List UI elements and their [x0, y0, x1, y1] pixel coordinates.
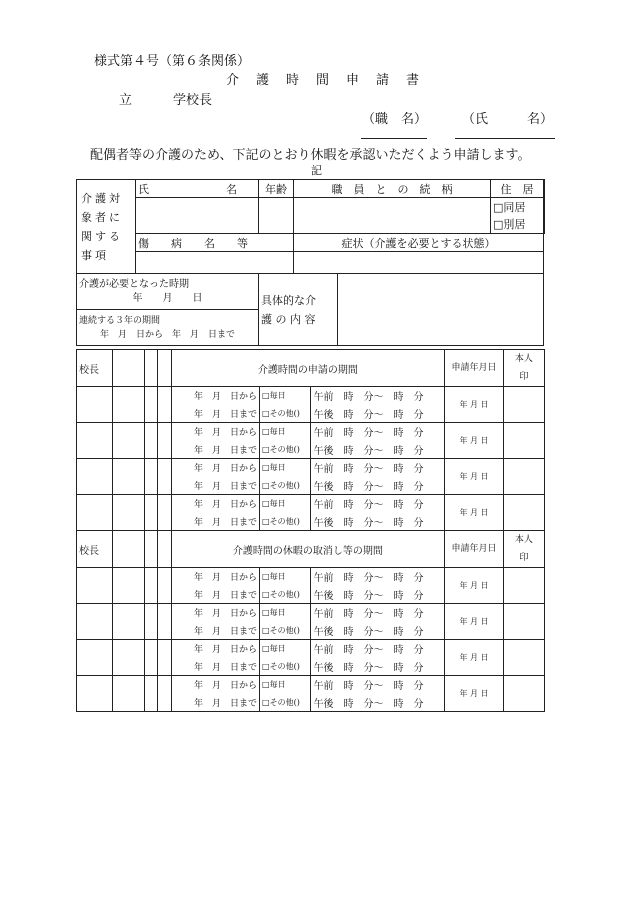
apply-entry-3-stamp-2[interactable] [113, 459, 145, 495]
age-cell[interactable] [259, 198, 294, 234]
care-needed-time-label: 介護が必要となった時期 [79, 278, 189, 290]
cancel-entry-3-until-date[interactable]: 年 月 日まで [171, 658, 259, 676]
cancel-entry-2-stamp-1[interactable] [77, 604, 113, 640]
apply-entry-4-am-time[interactable]: 午前 時 分～ 時 分 [311, 495, 445, 513]
home-care-option[interactable] [544, 216, 545, 234]
apply-entry-3-am-time[interactable]: 午前 時 分～ 時 分 [311, 459, 445, 477]
cancel-entry-3-stamp-2[interactable] [113, 640, 145, 676]
apply-entry-1-from-date[interactable]: 年 月 日から [171, 387, 259, 405]
cancel-entry-2-stamp-2[interactable] [113, 604, 145, 640]
cancel-approver-cell-1[interactable] [113, 531, 145, 568]
apply-seal-header: 本人印 [503, 350, 544, 387]
cancel-entry-4-pm-time[interactable]: 午後 時 分～ 時 分 [311, 694, 445, 712]
apply-entry-2-stamp-3[interactable] [144, 423, 157, 459]
apply-entry-2-daily-checkbox[interactable]: □毎日 [260, 423, 311, 441]
care-section-label [77, 180, 136, 274]
cancel-entry-2-stamp-3[interactable] [144, 604, 157, 640]
apply-approver-cell-3[interactable] [158, 350, 171, 387]
apply-entry-2-from-date[interactable]: 年 月 日から [171, 423, 259, 441]
apply-entry-2-other-checkbox[interactable]: □その他() [260, 441, 311, 459]
cancel-entry-1-stamp-3[interactable] [144, 568, 157, 604]
cancel-entry-2-seal-cell[interactable] [503, 604, 544, 640]
disease-cell[interactable] [136, 252, 294, 274]
cancel-entry-1-from-date[interactable]: 年 月 日から [171, 568, 259, 586]
apply-entry-2-stamp-4[interactable] [158, 423, 171, 459]
cancel-entry-2-other-checkbox[interactable]: □その他() [260, 622, 311, 640]
cancel-entry-3-apply-date[interactable]: 年 月 日 [445, 640, 504, 676]
cancel-entry-2-until-date[interactable]: 年 月 日まで [171, 622, 259, 640]
separate-residence-checkbox[interactable]: □別居 [491, 216, 544, 234]
cancel-entry-3-stamp-1[interactable] [77, 640, 113, 676]
apply-approver-cell-2[interactable] [144, 350, 157, 387]
cancel-entry-1-apply-date[interactable]: 年 月 日 [445, 568, 504, 604]
apply-entry-2-apply-date[interactable]: 年 月 日 [445, 423, 504, 459]
cancel-approver-cell-3[interactable] [158, 531, 171, 568]
name-header: 氏 名 [136, 180, 259, 198]
form-number: 様式第４号（第６条関係） [94, 54, 251, 69]
cancel-entry-4-stamp-1[interactable] [77, 676, 113, 712]
age-header: 年齢 [259, 180, 294, 198]
apply-entry-3-stamp-3[interactable] [144, 459, 157, 495]
apply-date-header: 申請年月日 [445, 350, 504, 387]
apply-entry-3-pm-time[interactable]: 午後 時 分～ 時 分 [311, 477, 445, 495]
apply-entry-1-daily-checkbox[interactable]: □毎日 [260, 387, 311, 405]
apply-entry-2-stamp-1[interactable] [77, 423, 113, 459]
cancel-period-header: 介護時間の休暇の取消し等の期間 [171, 531, 445, 568]
name-underline [455, 138, 555, 139]
apply-entry-4-apply-date[interactable]: 年 月 日 [445, 495, 504, 531]
ki-label: 記 [311, 164, 322, 177]
apply-principal-cell: 校長 [77, 350, 113, 387]
cancel-entry-2-daily-checkbox[interactable]: □毎日 [260, 604, 311, 622]
cancel-seal-header: 本人印 [503, 531, 544, 568]
inpatient-option[interactable] [544, 198, 545, 216]
care-section-text: 介護対象者に関する事項 [81, 191, 123, 262]
apply-entry-1-am-time[interactable]: 午前 時 分～ 時 分 [311, 387, 445, 405]
apply-entry-3-from-date[interactable]: 年 月 日から [171, 459, 259, 477]
three-year-period: 年 月 日から 年 月 日まで [99, 329, 235, 340]
relation-cell[interactable] [294, 198, 491, 234]
three-year-period-cell[interactable] [77, 310, 259, 346]
cancel-entry-4-stamp-4[interactable] [158, 676, 171, 712]
apply-approver-cell-1[interactable] [113, 350, 145, 387]
apply-entry-1-other-checkbox[interactable]: □その他() [260, 405, 311, 423]
apply-entry-2-am-time[interactable]: 午前 時 分～ 時 分 [311, 423, 445, 441]
apply-entry-4-stamp-2[interactable] [113, 495, 145, 531]
apply-entry-3-other-checkbox[interactable]: □その他() [260, 477, 311, 495]
care-content-label [259, 274, 338, 346]
apply-entry-4-stamp-3[interactable] [144, 495, 157, 531]
cancel-entry-3-pm-time[interactable]: 午後 時 分～ 時 分 [311, 658, 445, 676]
apply-entry-4-until-date[interactable]: 年 月 日まで [171, 513, 259, 531]
apply-entry-1-stamp-3[interactable] [144, 387, 157, 423]
cancel-entry-4-from-date[interactable]: 年 月 日から [171, 676, 259, 694]
apply-entry-3-seal-cell[interactable] [503, 459, 544, 495]
apply-period-header: 介護時間の申請の期間 [171, 350, 445, 387]
apply-entry-1-stamp-4[interactable] [158, 387, 171, 423]
principal-addressee: 学校長 [173, 93, 213, 108]
apply-entry-1-pm-time[interactable]: 午後 時 分～ 時 分 [311, 405, 445, 423]
treatment-header [544, 180, 545, 198]
apply-entry-2-until-date[interactable]: 年 月 日まで [171, 441, 259, 459]
apply-entry-2-pm-time[interactable]: 午後 時 分～ 時 分 [311, 441, 445, 459]
name-cell[interactable] [136, 198, 259, 234]
cancel-entry-4-seal-cell[interactable] [503, 676, 544, 712]
symptom-header: 症状（介護を必要とする状態） [294, 234, 544, 252]
apply-entry-4-stamp-4[interactable] [158, 495, 171, 531]
cancel-entry-4-daily-checkbox[interactable]: □毎日 [260, 676, 311, 694]
apply-entry-3-stamp-4[interactable] [158, 459, 171, 495]
cancel-entry-1-seal-cell[interactable] [503, 568, 544, 604]
cancel-entry-1-stamp-4[interactable] [158, 568, 171, 604]
cancel-entry-1-until-date[interactable]: 年 月 日まで [171, 586, 259, 604]
cancel-entry-3-other-checkbox[interactable]: □その他() [260, 658, 311, 676]
cancel-entry-2-from-date[interactable]: 年 月 日から [171, 604, 259, 622]
care-content-cell[interactable] [338, 274, 544, 346]
apply-entry-1-apply-date[interactable]: 年 月 日 [445, 387, 504, 423]
cancel-entry-4-stamp-3[interactable] [144, 676, 157, 712]
apply-entry-4-daily-checkbox[interactable]: □毎日 [260, 495, 311, 513]
cancel-approver-cell-2[interactable] [144, 531, 157, 568]
cancel-entry-1-stamp-1[interactable] [77, 568, 113, 604]
cancel-entry-2-am-time[interactable]: 午前 時 分～ 時 分 [311, 604, 445, 622]
apply-entry-4-stamp-1[interactable] [77, 495, 113, 531]
page-title: 介 護 時 間 申 請 書 [226, 73, 422, 88]
care-needed-time-cell[interactable] [77, 274, 259, 310]
cancel-entry-1-daily-checkbox[interactable]: □毎日 [260, 568, 311, 586]
cancel-entry-1-other-checkbox[interactable]: □その他() [260, 586, 311, 604]
apply-entry-2-stamp-2[interactable] [113, 423, 145, 459]
cancel-entry-4-stamp-2[interactable] [113, 676, 145, 712]
cancel-entry-1-pm-time[interactable]: 午後 時 分～ 時 分 [311, 586, 445, 604]
cancel-entry-4-until-date[interactable]: 年 月 日まで [171, 694, 259, 712]
cancel-entry-2-stamp-4[interactable] [158, 604, 171, 640]
apply-entry-4-seal-cell[interactable] [503, 495, 544, 531]
apply-entry-3-stamp-1[interactable] [77, 459, 113, 495]
residence-header: 住 居 [491, 180, 544, 198]
apply-entry-2-seal-cell[interactable] [503, 423, 544, 459]
cancel-entry-3-stamp-4[interactable] [158, 640, 171, 676]
cancel-date-header: 申請年月日 [445, 531, 504, 568]
apply-entry-1-until-date[interactable]: 年 月 日まで [171, 405, 259, 423]
cancel-entry-1-stamp-2[interactable] [113, 568, 145, 604]
cancel-entry-2-pm-time[interactable]: 午後 時 分～ 時 分 [311, 622, 445, 640]
apply-entry-3-until-date[interactable]: 年 月 日まで [171, 477, 259, 495]
applicant-name-label: （氏 名） [462, 112, 554, 127]
apply-entry-4-from-date[interactable]: 年 月 日から [171, 495, 259, 513]
cancel-entry-4-other-checkbox[interactable]: □その他() [260, 694, 311, 712]
job-title-underline [361, 138, 427, 139]
care-target-table [76, 179, 545, 346]
relation-header: 職 員 と の 続 柄 [294, 180, 491, 198]
cancel-entry-4-apply-date[interactable]: 年 月 日 [445, 676, 504, 712]
apply-entry-4-pm-time[interactable]: 午後 時 分～ 時 分 [311, 513, 445, 531]
apply-entry-1-stamp-1[interactable] [77, 387, 113, 423]
apply-entry-3-daily-checkbox[interactable]: □毎日 [260, 459, 311, 477]
cancel-entry-3-am-time[interactable]: 午前 時 分～ 時 分 [311, 640, 445, 658]
care-period-table [76, 349, 545, 712]
cancel-entry-3-seal-cell[interactable] [503, 640, 544, 676]
apply-entry-1-stamp-2[interactable] [113, 387, 145, 423]
request-statement: 配偶者等の介護のため、下記のとおり休暇を承認いただくよう申請します。 [90, 148, 531, 163]
care-content-line2: 護 の 内 容 [261, 312, 316, 326]
apply-entry-1-seal-cell[interactable] [503, 387, 544, 423]
cancel-entry-3-daily-checkbox[interactable]: □毎日 [260, 640, 311, 658]
care-content-line1: 具体的な介 [261, 293, 316, 307]
apply-entry-4-other-checkbox[interactable]: □その他() [260, 513, 311, 531]
apply-entry-3-apply-date[interactable]: 年 月 日 [445, 459, 504, 495]
care-needed-date: 年 月 日 [132, 292, 203, 304]
disease-header: 傷 病 名 等 [136, 234, 294, 252]
cancel-entry-3-from-date[interactable]: 年 月 日から [171, 640, 259, 658]
cancel-entry-2-apply-date[interactable]: 年 月 日 [445, 604, 504, 640]
cancel-entry-4-am-time[interactable]: 午前 時 分～ 時 分 [311, 676, 445, 694]
three-year-label: 連続する３年の期間 [79, 315, 161, 326]
cancel-entry-3-stamp-3[interactable] [144, 640, 157, 676]
cancel-principal-cell: 校長 [77, 531, 113, 568]
same-residence-checkbox[interactable]: □同居 [491, 198, 544, 216]
symptom-cell[interactable] [294, 252, 544, 274]
school-prefix: 立 [119, 93, 133, 108]
cancel-entry-1-am-time[interactable]: 午前 時 分～ 時 分 [311, 568, 445, 586]
job-title-label: （職 名） [362, 112, 428, 127]
